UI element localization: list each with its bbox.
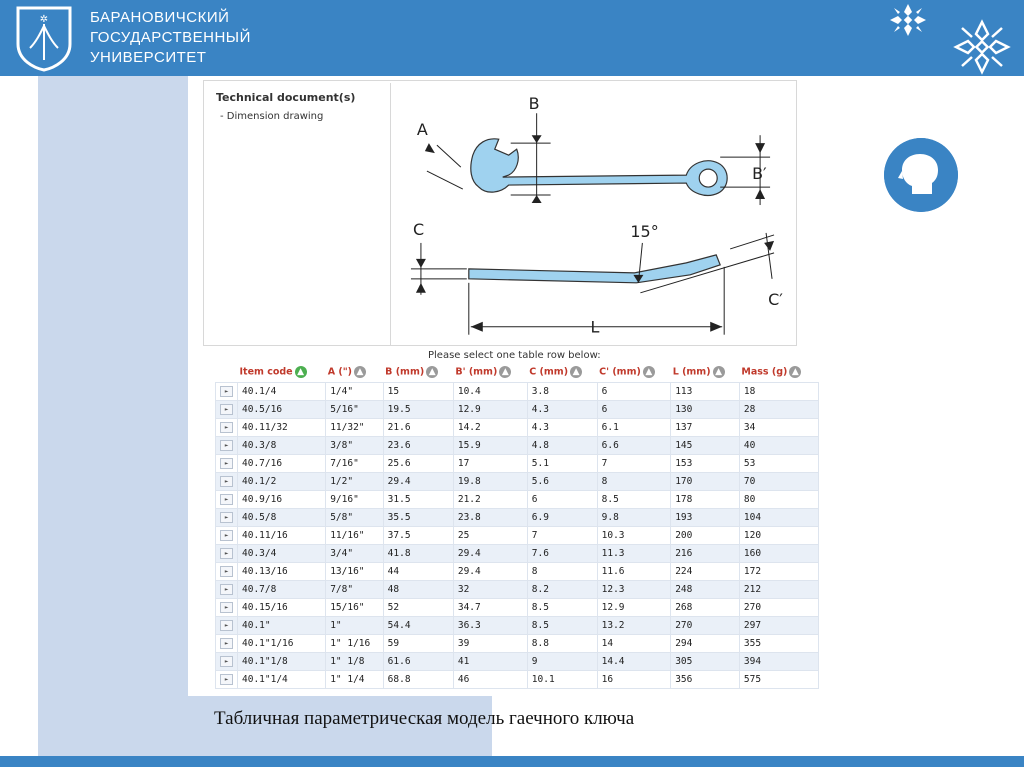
- table-cell: 40: [739, 436, 818, 454]
- table-row[interactable]: [216, 652, 819, 670]
- table-prompt: Please select one table row below:: [428, 350, 601, 361]
- table-cell: 4.3: [527, 418, 597, 436]
- label-l: L: [590, 317, 600, 337]
- row-select-cell: [216, 382, 238, 400]
- table-cell: 13/16": [326, 562, 383, 580]
- table-cell: 8.5: [527, 598, 597, 616]
- row-select-cell: [216, 490, 238, 508]
- label-b-prime: B′: [752, 164, 767, 184]
- row-select-cell: [216, 544, 238, 562]
- row-select-button[interactable]: ►: [220, 584, 233, 595]
- table-cell: 40.11/16: [238, 526, 326, 544]
- footer-bar: [0, 756, 1024, 767]
- table-cell: 1" 1/16: [326, 634, 383, 652]
- table-cell: 40.9/16: [238, 490, 326, 508]
- column-header-mass[interactable]: Mass (g) ▲: [739, 362, 818, 382]
- table-cell: 120: [739, 526, 818, 544]
- table-header-row: [216, 362, 819, 382]
- table-cell: 5/16": [326, 400, 383, 418]
- table-row[interactable]: [216, 598, 819, 616]
- wrench-dimensions-table: [215, 362, 819, 689]
- table-cell: 40.3/4: [238, 544, 326, 562]
- table-cell: 294: [671, 634, 740, 652]
- table-cell: 44: [383, 562, 453, 580]
- row-select-button[interactable]: ►: [220, 404, 233, 415]
- row-select-button[interactable]: ►: [220, 602, 233, 613]
- table-cell: 68.8: [383, 670, 453, 688]
- table-cell: 52: [383, 598, 453, 616]
- table-cell: 145: [671, 436, 740, 454]
- table-cell: 3/4": [326, 544, 383, 562]
- table-row[interactable]: [216, 472, 819, 490]
- table-cell: 48: [383, 580, 453, 598]
- table-cell: 1" 1/8: [326, 652, 383, 670]
- table-cell: 13.2: [597, 616, 671, 634]
- table-cell: 11.6: [597, 562, 671, 580]
- table-row[interactable]: [216, 670, 819, 688]
- table-cell: 1" 1/4: [326, 670, 383, 688]
- person-head-icon: [884, 138, 958, 212]
- row-select-cell: [216, 418, 238, 436]
- table-cell: 3/8": [326, 436, 383, 454]
- row-select-cell: [216, 634, 238, 652]
- table-cell: 6: [597, 400, 671, 418]
- table-row[interactable]: [216, 508, 819, 526]
- snowflake-ornament-icon: [884, 2, 932, 38]
- table-row[interactable]: [216, 400, 819, 418]
- table-cell: 4.3: [527, 400, 597, 418]
- row-select-button[interactable]: ►: [220, 386, 233, 397]
- table-cell: 297: [739, 616, 818, 634]
- table-cell: 12.9: [453, 400, 527, 418]
- table-cell: 23.6: [383, 436, 453, 454]
- column-header-c-prime[interactable]: C' (mm) ▲: [597, 362, 671, 382]
- university-name-line-1: БАРАНОВИЧСКИЙ: [90, 9, 230, 26]
- row-select-button[interactable]: ►: [220, 656, 233, 667]
- table-cell: 35.5: [383, 508, 453, 526]
- table-cell: 7: [597, 454, 671, 472]
- row-select-cell: [216, 526, 238, 544]
- table-cell: 40.11/32: [238, 418, 326, 436]
- dimension-drawing-link[interactable]: - Dimension drawing: [220, 111, 324, 122]
- row-select-button[interactable]: ►: [220, 674, 233, 685]
- row-select-button[interactable]: ►: [220, 458, 233, 469]
- column-header-item-code[interactable]: Item code ▲: [238, 362, 326, 382]
- table-cell: 46: [453, 670, 527, 688]
- table-cell: 15/16": [326, 598, 383, 616]
- row-select-button[interactable]: ►: [220, 620, 233, 631]
- column-header-b-prime[interactable]: B' (mm) ▲: [453, 362, 527, 382]
- table-cell: 270: [671, 616, 740, 634]
- column-header-b[interactable]: B (mm) ▲: [383, 362, 453, 382]
- table-cell: 8: [597, 472, 671, 490]
- table-row[interactable]: [216, 580, 819, 598]
- table-row[interactable]: [216, 616, 819, 634]
- row-select-cell: [216, 562, 238, 580]
- table-cell: 12.3: [597, 580, 671, 598]
- table-cell: 8.2: [527, 580, 597, 598]
- table-cell: 137: [671, 418, 740, 436]
- table-row[interactable]: [216, 454, 819, 472]
- table-cell: 8: [527, 562, 597, 580]
- table-cell: 61.6: [383, 652, 453, 670]
- table-cell: 172: [739, 562, 818, 580]
- table-cell: 59: [383, 634, 453, 652]
- table-cell: 8.5: [527, 616, 597, 634]
- table-cell: 248: [671, 580, 740, 598]
- sort-icon[interactable]: ▲: [354, 366, 366, 378]
- label-c: C: [412, 219, 425, 239]
- column-header-c[interactable]: C (mm) ▲: [527, 362, 597, 382]
- table-cell: 25.6: [383, 454, 453, 472]
- table-cell: 7/16": [326, 454, 383, 472]
- table-cell: 1/2": [326, 472, 383, 490]
- table-cell: 34.7: [453, 598, 527, 616]
- snowflake-ornament-icon-large: [952, 18, 1012, 76]
- tech-docs-title: Technical document(s): [216, 91, 356, 104]
- table-cell: 8.5: [597, 490, 671, 508]
- row-select-cell: [216, 400, 238, 418]
- table-cell: 16: [597, 670, 671, 688]
- table-cell: 40.1"1/4: [238, 670, 326, 688]
- label-c-prime: C′: [768, 289, 783, 309]
- table-cell: 17: [453, 454, 527, 472]
- table-cell: 10.4: [453, 382, 527, 400]
- table-cell: 356: [671, 670, 740, 688]
- table-cell: 153: [671, 454, 740, 472]
- table-cell: 15.9: [453, 436, 527, 454]
- wrench-top-view: [471, 139, 727, 196]
- sort-icon[interactable]: ▲: [499, 366, 511, 378]
- table-cell: 6.9: [527, 508, 597, 526]
- table-cell: 305: [671, 652, 740, 670]
- table-cell: 394: [739, 652, 818, 670]
- table-cell: 15: [383, 382, 453, 400]
- table-cell: 41.8: [383, 544, 453, 562]
- slide-caption: Табличная параметрическая модель гаечного ключа: [214, 708, 635, 729]
- table-cell: 1/4": [326, 382, 383, 400]
- table-cell: 40.1"1/8: [238, 652, 326, 670]
- table-row[interactable]: [216, 382, 819, 400]
- table-cell: 21.6: [383, 418, 453, 436]
- table-cell: 29.4: [453, 544, 527, 562]
- table-row[interactable]: [216, 526, 819, 544]
- university-name-line-2: ГОСУДАРСТВЕННЫЙ: [90, 29, 251, 46]
- table-cell: 70: [739, 472, 818, 490]
- table-cell: 40.1": [238, 616, 326, 634]
- wrench-dimension-drawing: [390, 83, 798, 345]
- table-cell: 40.5/16: [238, 400, 326, 418]
- table-cell: 31.5: [383, 490, 453, 508]
- label-a: A: [416, 120, 428, 140]
- sort-up-icon[interactable]: ▲: [295, 366, 307, 378]
- sort-icon[interactable]: ▲: [570, 366, 582, 378]
- technical-documents-panel: [203, 80, 797, 346]
- table-cell: 80: [739, 490, 818, 508]
- table-cell: 5/8": [326, 508, 383, 526]
- svg-text:✲: ✲: [39, 14, 49, 25]
- row-select-button[interactable]: ►: [220, 512, 233, 523]
- table-cell: 40.15/16: [238, 598, 326, 616]
- table-cell: 6: [597, 382, 671, 400]
- table-cell: 21.2: [453, 490, 527, 508]
- row-select-button[interactable]: ►: [220, 638, 233, 649]
- table-cell: 54.4: [383, 616, 453, 634]
- table-cell: 9/16": [326, 490, 383, 508]
- table-row[interactable]: [216, 418, 819, 436]
- table-cell: 270: [739, 598, 818, 616]
- table-cell: 40.13/16: [238, 562, 326, 580]
- row-select-cell: [216, 580, 238, 598]
- university-crest-icon: [14, 4, 74, 72]
- table-cell: 113: [671, 382, 740, 400]
- row-select-button[interactable]: ►: [220, 566, 233, 577]
- table-cell: 53: [739, 454, 818, 472]
- select-column-header: [216, 362, 238, 382]
- university-name: [90, 8, 251, 68]
- table-cell: 7: [527, 526, 597, 544]
- table-cell: 178: [671, 490, 740, 508]
- table-cell: 36.3: [453, 616, 527, 634]
- table-cell: 11/16": [326, 526, 383, 544]
- table-cell: 170: [671, 472, 740, 490]
- table-cell: 575: [739, 670, 818, 688]
- table-cell: 40.1/4: [238, 382, 326, 400]
- table-cell: 29.4: [383, 472, 453, 490]
- table-cell: 7.6: [527, 544, 597, 562]
- table-cell: 34: [739, 418, 818, 436]
- table-cell: 14.4: [597, 652, 671, 670]
- table-cell: 40.7/16: [238, 454, 326, 472]
- table-cell: 37.5: [383, 526, 453, 544]
- table-cell: 40.5/8: [238, 508, 326, 526]
- row-select-button[interactable]: ►: [220, 476, 233, 487]
- table-cell: 200: [671, 526, 740, 544]
- decorative-side-band: [38, 76, 188, 756]
- table-cell: 224: [671, 562, 740, 580]
- wrench-spec-document: [191, 76, 831, 696]
- row-select-cell: [216, 670, 238, 688]
- sort-icon[interactable]: ▲: [713, 366, 725, 378]
- row-select-cell: [216, 436, 238, 454]
- table-cell: 25: [453, 526, 527, 544]
- header-bar: [0, 0, 1024, 76]
- table-row[interactable]: [216, 544, 819, 562]
- table-cell: 160: [739, 544, 818, 562]
- row-select-button[interactable]: ►: [220, 530, 233, 541]
- table-row[interactable]: [216, 436, 819, 454]
- table-row[interactable]: [216, 562, 819, 580]
- sort-icon[interactable]: ▲: [426, 366, 438, 378]
- column-header-l[interactable]: L (mm) ▲: [671, 362, 740, 382]
- table-row[interactable]: [216, 634, 819, 652]
- row-select-button[interactable]: ►: [220, 548, 233, 559]
- table-cell: 40.1/2: [238, 472, 326, 490]
- table-cell: 10.3: [597, 526, 671, 544]
- table-cell: 216: [671, 544, 740, 562]
- row-select-button[interactable]: ►: [220, 422, 233, 433]
- row-select-cell: [216, 652, 238, 670]
- row-select-cell: [216, 472, 238, 490]
- row-select-cell: [216, 454, 238, 472]
- table-cell: 10.1: [527, 670, 597, 688]
- row-select-cell: [216, 616, 238, 634]
- table-cell: 32: [453, 580, 527, 598]
- table-cell: 193: [671, 508, 740, 526]
- label-b: B: [528, 94, 540, 114]
- table-cell: 19.5: [383, 400, 453, 418]
- table-cell: 1": [326, 616, 383, 634]
- table-cell: 130: [671, 400, 740, 418]
- table-row[interactable]: [216, 490, 819, 508]
- table-cell: 11/32": [326, 418, 383, 436]
- row-select-cell: [216, 508, 238, 526]
- table-cell: 6.1: [597, 418, 671, 436]
- label-angle: 15°: [630, 221, 659, 241]
- table-cell: 29.4: [453, 562, 527, 580]
- column-header-a[interactable]: A (") ▲: [326, 362, 383, 382]
- table-cell: 40.7/8: [238, 580, 326, 598]
- table-cell: 14: [597, 634, 671, 652]
- table-cell: 28: [739, 400, 818, 418]
- table-cell: 4.8: [527, 436, 597, 454]
- table-cell: 23.8: [453, 508, 527, 526]
- university-name-line-3: УНИВЕРСИТЕТ: [90, 49, 207, 66]
- table-cell: 18: [739, 382, 818, 400]
- table-cell: 12.9: [597, 598, 671, 616]
- table-cell: 5.1: [527, 454, 597, 472]
- table-cell: 14.2: [453, 418, 527, 436]
- table-cell: 11.3: [597, 544, 671, 562]
- table-cell: 6: [527, 490, 597, 508]
- table-cell: 40.3/8: [238, 436, 326, 454]
- table-cell: 7/8": [326, 580, 383, 598]
- table-cell: 212: [739, 580, 818, 598]
- table-cell: 41: [453, 652, 527, 670]
- table-body: [216, 382, 819, 688]
- table-cell: 40.1"1/16: [238, 634, 326, 652]
- sort-icon[interactable]: ▲: [643, 366, 655, 378]
- table-cell: 5.6: [527, 472, 597, 490]
- table-cell: 9: [527, 652, 597, 670]
- wrench-side-view: [469, 255, 720, 283]
- table-cell: 39: [453, 634, 527, 652]
- row-select-cell: [216, 598, 238, 616]
- table-cell: 6.6: [597, 436, 671, 454]
- table-cell: 8.8: [527, 634, 597, 652]
- table-cell: 9.8: [597, 508, 671, 526]
- table-cell: 19.8: [453, 472, 527, 490]
- sort-icon[interactable]: ▲: [789, 366, 801, 378]
- row-select-button[interactable]: ►: [220, 494, 233, 505]
- table-cell: 104: [739, 508, 818, 526]
- row-select-button[interactable]: ►: [220, 440, 233, 451]
- table-cell: 355: [739, 634, 818, 652]
- table-cell: 268: [671, 598, 740, 616]
- table-cell: 3.8: [527, 382, 597, 400]
